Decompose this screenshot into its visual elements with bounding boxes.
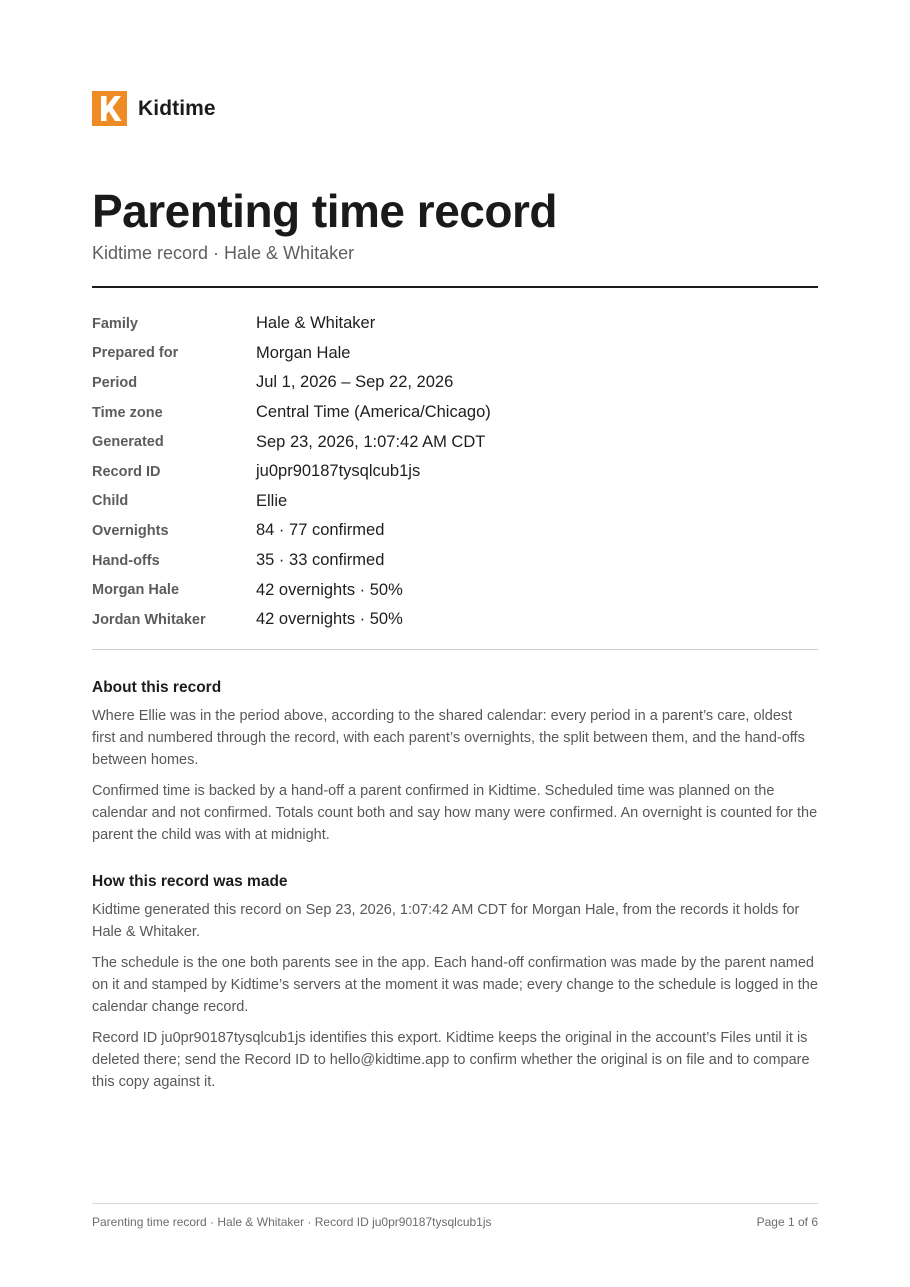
detail-row-parent-morgan	[92, 575, 818, 605]
detail-row-hand-offs	[92, 546, 818, 576]
detail-value: Jul 1, 2026 – Sep 22, 2026	[256, 373, 454, 392]
detail-value: 42 overnights · 50%	[256, 610, 403, 629]
page-title: Parenting time record	[92, 185, 557, 237]
footer-record-label: Parenting time record · Hale & Whitaker · Record ID ju0pr90187tysqlcub1js	[92, 1215, 492, 1229]
record-details	[92, 309, 818, 635]
detail-row-overnights	[92, 516, 818, 546]
detail-value: ju0pr90187tysqlcub1js	[256, 462, 421, 481]
detail-label: Period	[92, 374, 138, 391]
detail-label: Prepared for	[92, 345, 179, 362]
detail-row-family	[92, 309, 818, 339]
about-paragraph: Where Ellie was in the period above, according to the shared calendar: every period in a parent’s care, oldest first and numbered through the record, with each parent’s overnights, the split between them, and the hand-offs between homes.	[92, 708, 805, 768]
detail-row-time-zone	[92, 398, 818, 428]
details-divider	[92, 649, 818, 650]
how-made-section	[92, 873, 818, 1102]
detail-row-parent-jordan	[92, 605, 818, 635]
detail-label: Hand-offs	[92, 552, 160, 569]
detail-label: Child	[92, 493, 129, 510]
detail-label: Jordan Whitaker	[92, 611, 206, 628]
detail-label: Morgan Hale	[92, 582, 180, 599]
brand-name: Kidtime	[138, 96, 216, 120]
detail-value: Morgan Hale	[256, 343, 351, 362]
detail-value: 84 · 77 confirmed	[256, 521, 385, 540]
title-divider	[92, 286, 818, 288]
page-number: Page 1 of 6	[756, 1215, 818, 1229]
detail-row-period	[92, 368, 818, 398]
detail-row-prepared-for	[92, 339, 818, 369]
how-made-paragraph: The schedule is the one both parents see in the app. Each hand-off confirmation was made by the parent named on it and stamped by Kidtime’s servers at the moment it was made; every change to the schedule is logged in the calendar change record.	[92, 955, 818, 1015]
detail-row-child	[92, 487, 818, 517]
page-subtitle: Kidtime record · Hale & Whitaker	[92, 243, 355, 263]
detail-label: Record ID	[92, 463, 161, 480]
detail-label: Generated	[92, 434, 164, 451]
detail-value: Ellie	[256, 491, 288, 510]
about-section	[92, 679, 818, 855]
how-made-heading: How this record was made	[92, 873, 288, 890]
detail-value: 35 · 33 confirmed	[256, 551, 385, 570]
detail-row-record-id	[92, 457, 818, 487]
page-footer	[92, 1215, 818, 1229]
detail-value: Central Time (America/Chicago)	[256, 403, 491, 422]
detail-label: Overnights	[92, 522, 169, 539]
about-heading: About this record	[92, 679, 222, 696]
how-made-paragraph: Kidtime generated this record on Sep 23, 2026, 1:07:42 AM CDT for Morgan Hale, from the records it holds for Hale & Whitaker.	[92, 902, 800, 940]
detail-row-generated	[92, 427, 818, 457]
about-paragraph: Confirmed time is backed by a hand-off a parent confirmed in Kidtime. Scheduled time was planned on the calendar and not confirmed. Totals count both and say how many were confirmed. An overnight is counted for the parent the child was with at midnight.	[92, 783, 818, 843]
detail-label: Time zone	[92, 404, 163, 421]
detail-value: Sep 23, 2026, 1:07:42 AM CDT	[256, 432, 486, 451]
detail-label: Family	[92, 315, 138, 332]
brand-header	[92, 91, 216, 126]
detail-value: 42 overnights · 50%	[256, 580, 403, 599]
footer-divider	[92, 1203, 818, 1204]
kidtime-k-logo-icon	[92, 91, 127, 126]
detail-value: Hale & Whitaker	[256, 314, 376, 333]
how-made-paragraph: Record ID ju0pr90187tysqlcub1js identifies this export. Kidtime keeps the original in the account’s Files until it is deleted there; send the Record ID to hello@kidtime.app to confirm whether the original is on file and to compare this copy against it.	[92, 1030, 810, 1090]
